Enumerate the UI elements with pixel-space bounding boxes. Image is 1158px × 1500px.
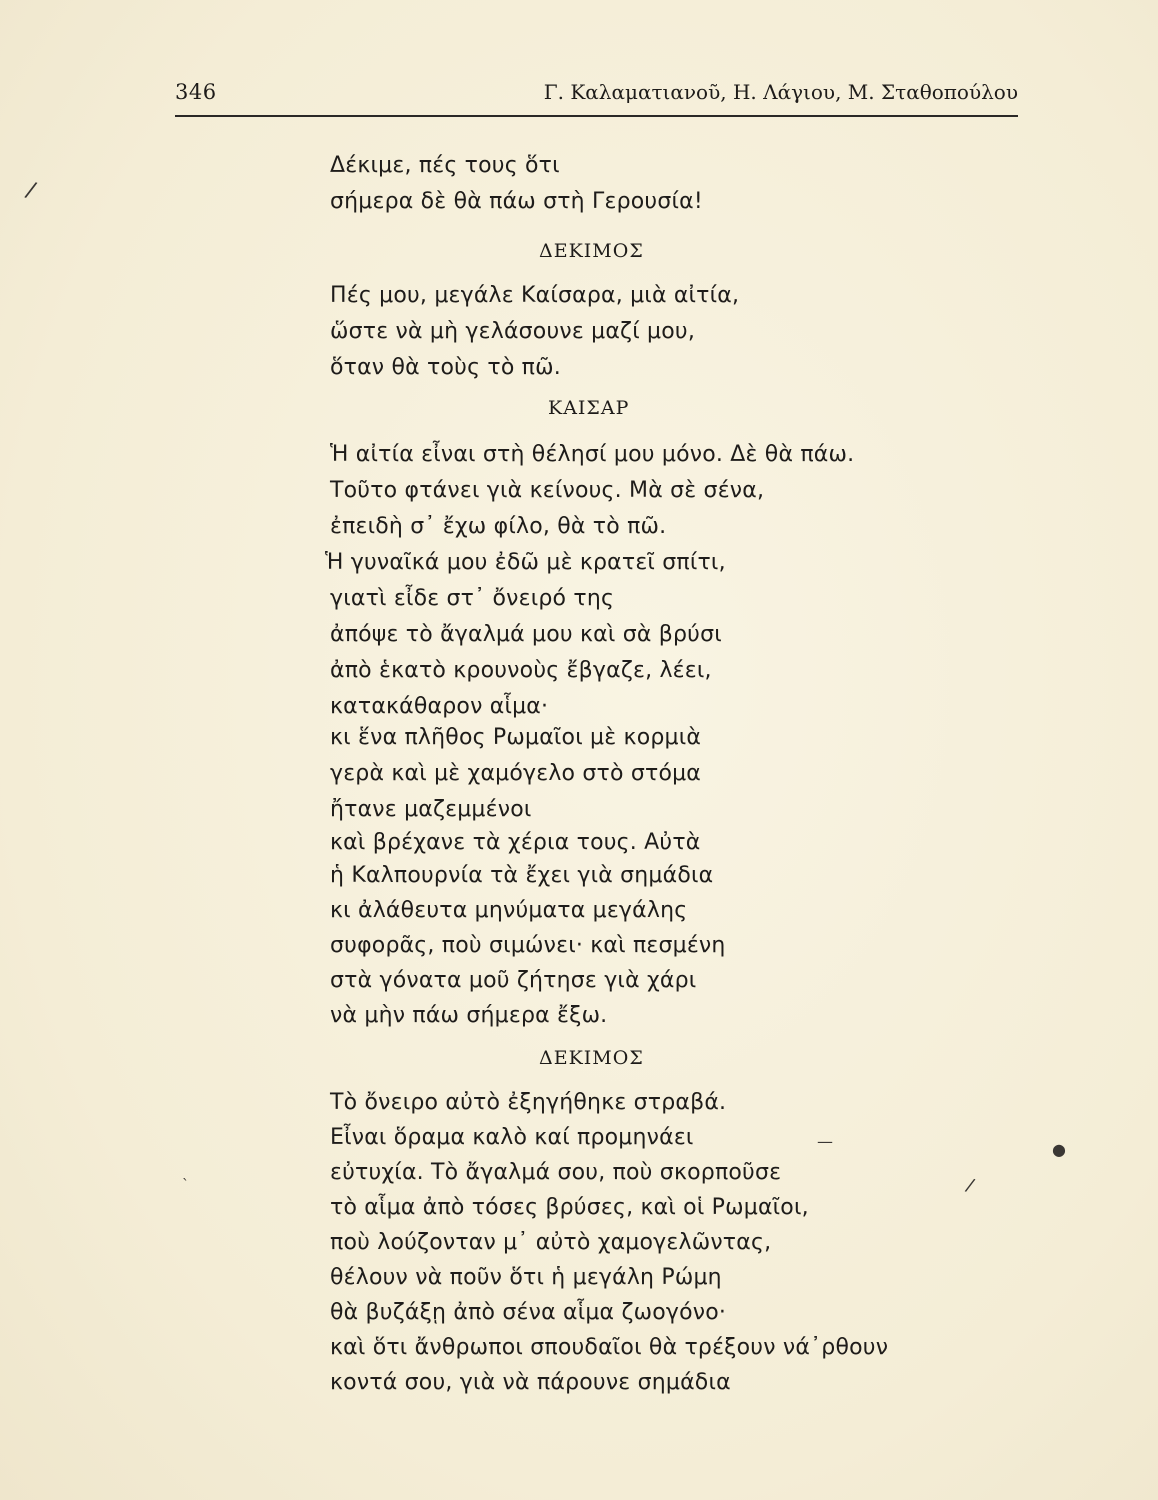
verse-line: ποὺ λούζονταν μ᾿ αὐτὸ χαμογελῶντας, <box>330 1230 772 1255</box>
pencil-mark-icon: / <box>22 177 39 204</box>
verse-line: θὰ βυζάξῃ ἀπὸ σένα αἷμα ζωογόνο· <box>330 1300 727 1325</box>
speaker-name: ΔΕΚΙΜΟΣ <box>539 1047 644 1069</box>
verse-line: καὶ βρέχανε τὰ χέρια τους. Αὐτὰ <box>330 830 701 855</box>
verse-line: γερὰ καὶ μὲ χαμόγελο στὸ στόμα <box>330 761 701 786</box>
verse-line: Δέκιμε, πές τους ὅτι <box>330 153 560 178</box>
verse-line: συφορᾶς, ποὺ σιμώνει· καὶ πεσμένη <box>330 933 726 958</box>
verse-line: ἀπὸ ἑκατὸ κρουνοὺς ἔβγαζε, λέει, <box>330 658 712 683</box>
page-number: 346 <box>175 80 217 104</box>
verse-line: σήμερα δὲ θὰ πάω στὴ Γερουσία! <box>330 189 703 214</box>
verse-line: ὥστε νὰ μὴ γελάσουνε μαζί μου, <box>330 319 696 344</box>
dash-mark-icon: — <box>817 1132 833 1151</box>
verse-line: Εἶναι ὅραμα καλὸ καί προμηνάει <box>330 1125 694 1150</box>
verse-line: κι ἕνα πλῆθος Ρωμαῖοι μὲ κορμιὰ <box>330 725 702 750</box>
speaker-name: ΚΑΙΣΑΡ <box>548 397 630 419</box>
verse-line: κοντά σου, γιὰ νὰ πάρουνε σημάδια <box>330 1370 731 1395</box>
verse-line: ἡ Καλπουρνία τὰ ἔχει γιὰ σημάδια <box>330 863 714 888</box>
verse-line: κατακάθαρον αἷμα· <box>330 694 549 719</box>
verse-line: ἤτανε μαζεμμένοι <box>330 797 532 822</box>
verse-line: θέλουν νὰ ποῦν ὅτι ἡ μεγάλη Ρώμη <box>330 1265 722 1290</box>
dot-mark-icon: ● <box>1052 1140 1066 1159</box>
running-head: Γ. Καλαματιανοῦ, Η. Λάγιου, Μ. Σταθοπούλου <box>543 80 1018 104</box>
verse-line: ἀπόψε τὸ ἄγαλμά μου καὶ σὰ βρύσι <box>330 622 722 647</box>
pencil-mark-icon: / <box>963 1174 977 1197</box>
verse-line: τὸ αἷμα ἀπὸ τόσες βρύσες, καὶ οἱ Ρωμαῖοι, <box>330 1195 809 1220</box>
verse-line: Τὸ ὄνειρο αὐτὸ ἐξηγήθηκε στραβά. <box>330 1090 727 1115</box>
verse-line: κι ἀλάθευτα μηνύματα μεγάλης <box>330 898 688 923</box>
verse-line: νὰ μὴν πάω σήμερα ἔξω. <box>330 1003 608 1028</box>
verse-line: ἐπειδὴ σ᾿ ἔχω φίλο, θὰ τὸ πῶ. <box>330 514 667 539</box>
verse-line: ὅταν θὰ τοὺς τὸ πῶ. <box>330 355 561 380</box>
dot-mark-icon: ˎ <box>182 1165 189 1181</box>
verse-line: Ἡ αἰτία εἶναι στὴ θέλησί μου μόνο. Δὲ θὰ πάω. <box>330 442 855 467</box>
verse-line: γιατὶ εἶδε στ᾿ ὄνειρό της <box>330 586 615 611</box>
verse-line: εὐτυχία. Τὸ ἄγαλμά σου, ποὺ σκορποῦσε <box>330 1160 782 1185</box>
verse-line: Τοῦτο φτάνει γιὰ κείνους. Μὰ σὲ σένα, <box>330 478 765 503</box>
verse-line: Πές μου, μεγάλε Καίσαρα, μιὰ αἰτία, <box>330 283 740 308</box>
verse-line: Ἡ γυναῖκά μου ἐδῶ μὲ κρατεῖ σπίτι, <box>325 550 726 575</box>
speaker-name: ΔΕΚΙΜΟΣ <box>539 240 644 262</box>
verse-line: στὰ γόνατα μοῦ ζήτησε γιὰ χάρι <box>330 968 697 993</box>
verse-line: καὶ ὅτι ἄνθρωποι σπουδαῖοι θὰ τρέξουν νά᾿ρθουν <box>330 1335 889 1360</box>
